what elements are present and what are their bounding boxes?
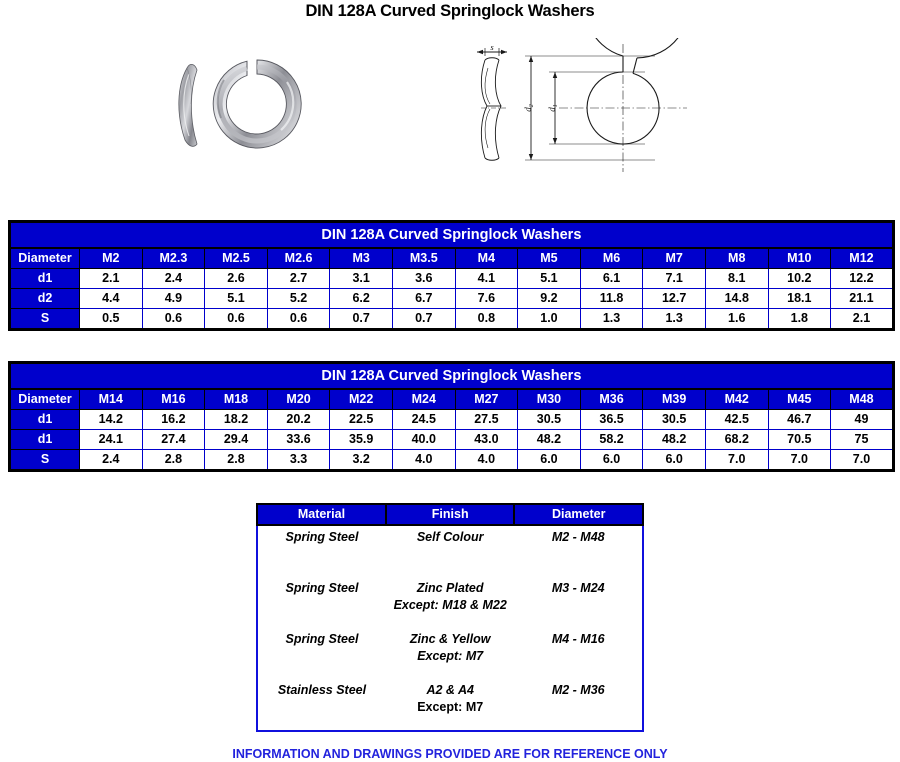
data-cell: 16.2 bbox=[142, 410, 205, 430]
material-column-header: Material bbox=[257, 504, 386, 525]
column-header: M48 bbox=[831, 389, 894, 410]
spec-table-small-sizes bbox=[8, 220, 895, 331]
data-cell: 8.1 bbox=[705, 269, 768, 289]
spring-washer-technical-drawing bbox=[455, 38, 735, 178]
column-header: M6 bbox=[580, 248, 643, 269]
data-cell: 12.2 bbox=[831, 269, 894, 289]
column-header: M3.5 bbox=[392, 248, 455, 269]
row-label: d1 bbox=[10, 410, 80, 430]
table-row bbox=[10, 309, 894, 330]
data-cell: 21.1 bbox=[831, 289, 894, 309]
data-cell: 30.5 bbox=[643, 410, 706, 430]
column-header: M2.6 bbox=[267, 248, 330, 269]
data-cell: 30.5 bbox=[518, 410, 581, 430]
diameter-range: M4 - M16 bbox=[551, 632, 605, 646]
spec-table-large-sizes bbox=[8, 361, 895, 472]
material-table-row bbox=[257, 577, 643, 628]
table-caption: DIN 128A Curved Springlock Washers bbox=[10, 363, 894, 390]
column-header: M2 bbox=[80, 248, 143, 269]
diameter-column-header: Diameter bbox=[514, 504, 643, 525]
data-cell: 43.0 bbox=[455, 430, 518, 450]
data-cell: 3.1 bbox=[330, 269, 393, 289]
data-cell: 1.3 bbox=[643, 309, 706, 330]
data-cell: 35.9 bbox=[330, 430, 393, 450]
row-label: d1 bbox=[10, 430, 80, 450]
column-header: M42 bbox=[705, 389, 768, 410]
column-header: M2.3 bbox=[142, 248, 205, 269]
data-cell: 11.8 bbox=[580, 289, 643, 309]
column-header: M3 bbox=[330, 248, 393, 269]
finish-column-header: Finish bbox=[386, 504, 515, 525]
finish-exception: Except: M7 bbox=[417, 649, 484, 663]
data-cell: 2.1 bbox=[831, 309, 894, 330]
column-header: M2.5 bbox=[205, 248, 268, 269]
data-cell: 2.6 bbox=[205, 269, 268, 289]
data-cell: 20.2 bbox=[267, 410, 330, 430]
row-label: S bbox=[10, 450, 80, 471]
table-row bbox=[10, 289, 894, 309]
diameter-range: M2 - M36 bbox=[551, 683, 605, 697]
svg-text:d1: $d_1$ bbox=[547, 104, 559, 112]
finish-exception: Except: M18 & M22 bbox=[393, 598, 507, 612]
row-label: d2 bbox=[10, 289, 80, 309]
table-caption: DIN 128A Curved Springlock Washers bbox=[10, 222, 894, 249]
data-cell: 7.1 bbox=[643, 269, 706, 289]
material-finish-table bbox=[256, 503, 644, 732]
data-cell: 33.6 bbox=[267, 430, 330, 450]
data-cell: 40.0 bbox=[392, 430, 455, 450]
diameter-range: M2 - M48 bbox=[551, 530, 605, 544]
row-label: S bbox=[10, 309, 80, 330]
svg-text:s: s bbox=[490, 42, 494, 52]
finish-label: A2 & A4 bbox=[426, 683, 474, 697]
data-cell: 6.0 bbox=[643, 450, 706, 471]
material-table-row bbox=[257, 679, 643, 731]
data-cell: 5.1 bbox=[205, 289, 268, 309]
material-value: Stainless Steel bbox=[277, 683, 367, 697]
column-header: M39 bbox=[643, 389, 706, 410]
finish-label: Zinc & Yellow bbox=[409, 632, 491, 646]
data-cell: 24.1 bbox=[80, 430, 143, 450]
data-cell: 0.7 bbox=[392, 309, 455, 330]
data-cell: 70.5 bbox=[768, 430, 831, 450]
material-table-row bbox=[257, 525, 643, 577]
data-cell: 1.3 bbox=[580, 309, 643, 330]
column-header: M27 bbox=[455, 389, 518, 410]
data-cell: 4.0 bbox=[455, 450, 518, 471]
data-cell: 2.4 bbox=[142, 269, 205, 289]
data-cell: 6.7 bbox=[392, 289, 455, 309]
column-header: M10 bbox=[768, 248, 831, 269]
data-cell: 4.9 bbox=[142, 289, 205, 309]
spring-washer-photo bbox=[165, 52, 315, 157]
column-header: M12 bbox=[831, 248, 894, 269]
data-cell: 14.8 bbox=[705, 289, 768, 309]
data-cell: 4.4 bbox=[80, 289, 143, 309]
data-cell: 5.1 bbox=[518, 269, 581, 289]
data-cell: 7.0 bbox=[768, 450, 831, 471]
data-cell: 29.4 bbox=[205, 430, 268, 450]
data-cell: 6.1 bbox=[580, 269, 643, 289]
table-row bbox=[10, 269, 894, 289]
data-cell: 1.8 bbox=[768, 309, 831, 330]
reference-only-disclaimer: INFORMATION AND DRAWINGS PROVIDED ARE FOR REFERENCE ONLY bbox=[232, 747, 668, 761]
data-cell: 0.6 bbox=[142, 309, 205, 330]
page-title: DIN 128A Curved Springlock Washers bbox=[305, 2, 595, 20]
data-cell: 24.5 bbox=[392, 410, 455, 430]
data-cell: 58.2 bbox=[580, 430, 643, 450]
data-cell: 3.3 bbox=[267, 450, 330, 471]
data-cell: 0.6 bbox=[205, 309, 268, 330]
data-cell: 2.7 bbox=[267, 269, 330, 289]
material-value: Spring Steel bbox=[285, 632, 359, 646]
data-cell: 18.2 bbox=[205, 410, 268, 430]
finish-exception: Except: M7 bbox=[417, 700, 484, 714]
data-cell: 4.0 bbox=[392, 450, 455, 471]
data-cell: 5.2 bbox=[267, 289, 330, 309]
data-cell: 7.0 bbox=[831, 450, 894, 471]
data-cell: 2.8 bbox=[142, 450, 205, 471]
data-cell: 2.8 bbox=[205, 450, 268, 471]
table-header-row bbox=[10, 389, 894, 410]
data-cell: 42.5 bbox=[705, 410, 768, 430]
data-cell: 6.2 bbox=[330, 289, 393, 309]
thickness-dimension bbox=[477, 42, 507, 56]
column-header: M45 bbox=[768, 389, 831, 410]
washer-side-elevation bbox=[481, 58, 507, 161]
finish-value bbox=[386, 577, 515, 628]
data-cell: 49 bbox=[831, 410, 894, 430]
diameter-range: M3 - M24 bbox=[551, 581, 605, 595]
table-header-row bbox=[10, 248, 894, 269]
column-header: M22 bbox=[330, 389, 393, 410]
data-cell: 68.2 bbox=[705, 430, 768, 450]
finish-value bbox=[386, 628, 515, 679]
row-label-header: Diameter bbox=[10, 248, 80, 269]
data-cell: 1.6 bbox=[705, 309, 768, 330]
data-cell: 0.5 bbox=[80, 309, 143, 330]
d2-dimension bbox=[523, 56, 655, 160]
column-header: M8 bbox=[705, 248, 768, 269]
data-cell: 2.4 bbox=[80, 450, 143, 471]
material-value: Spring Steel bbox=[285, 581, 359, 595]
washer-plan-view bbox=[559, 38, 689, 172]
column-header: M5 bbox=[518, 248, 581, 269]
table-row bbox=[10, 430, 894, 450]
data-cell: 0.7 bbox=[330, 309, 393, 330]
data-cell: 9.2 bbox=[518, 289, 581, 309]
data-cell: 0.6 bbox=[267, 309, 330, 330]
data-cell: 48.2 bbox=[643, 430, 706, 450]
data-cell: 0.8 bbox=[455, 309, 518, 330]
data-cell: 75 bbox=[831, 430, 894, 450]
finish-label: Zinc Plated bbox=[416, 581, 484, 595]
data-cell: 7.6 bbox=[455, 289, 518, 309]
data-cell: 22.5 bbox=[330, 410, 393, 430]
column-header: M30 bbox=[518, 389, 581, 410]
data-cell: 46.7 bbox=[768, 410, 831, 430]
data-cell: 3.6 bbox=[392, 269, 455, 289]
figures-area bbox=[0, 38, 900, 178]
table-row bbox=[10, 450, 894, 471]
row-label: d1 bbox=[10, 269, 80, 289]
data-cell: 1.0 bbox=[518, 309, 581, 330]
data-cell: 4.1 bbox=[455, 269, 518, 289]
column-header: M18 bbox=[205, 389, 268, 410]
column-header: M14 bbox=[80, 389, 143, 410]
data-cell: 3.2 bbox=[330, 450, 393, 471]
column-header: M4 bbox=[455, 248, 518, 269]
table-caption-row bbox=[10, 222, 894, 249]
data-cell: 27.5 bbox=[455, 410, 518, 430]
data-cell: 10.2 bbox=[768, 269, 831, 289]
data-cell: 14.2 bbox=[80, 410, 143, 430]
column-header: M7 bbox=[643, 248, 706, 269]
column-header: M36 bbox=[580, 389, 643, 410]
data-cell: 12.7 bbox=[643, 289, 706, 309]
row-label-header: Diameter bbox=[10, 389, 80, 410]
data-cell: 2.1 bbox=[80, 269, 143, 289]
table-row bbox=[10, 410, 894, 430]
finish-value bbox=[386, 679, 515, 731]
data-cell: 6.0 bbox=[580, 450, 643, 471]
data-cell: 7.0 bbox=[705, 450, 768, 471]
material-value: Spring Steel bbox=[285, 530, 359, 544]
column-header: M20 bbox=[267, 389, 330, 410]
material-table-row bbox=[257, 628, 643, 679]
column-header: M16 bbox=[142, 389, 205, 410]
data-cell: 18.1 bbox=[768, 289, 831, 309]
material-table-header-row bbox=[257, 504, 643, 525]
column-header: M24 bbox=[392, 389, 455, 410]
data-cell: 6.0 bbox=[518, 450, 581, 471]
finish-value bbox=[386, 525, 515, 577]
data-cell: 27.4 bbox=[142, 430, 205, 450]
data-cell: 48.2 bbox=[518, 430, 581, 450]
finish-label: Self Colour bbox=[416, 530, 484, 544]
svg-text:d2: $d_2$ bbox=[523, 104, 535, 112]
data-cell: 36.5 bbox=[580, 410, 643, 430]
table-caption-row bbox=[10, 363, 894, 390]
